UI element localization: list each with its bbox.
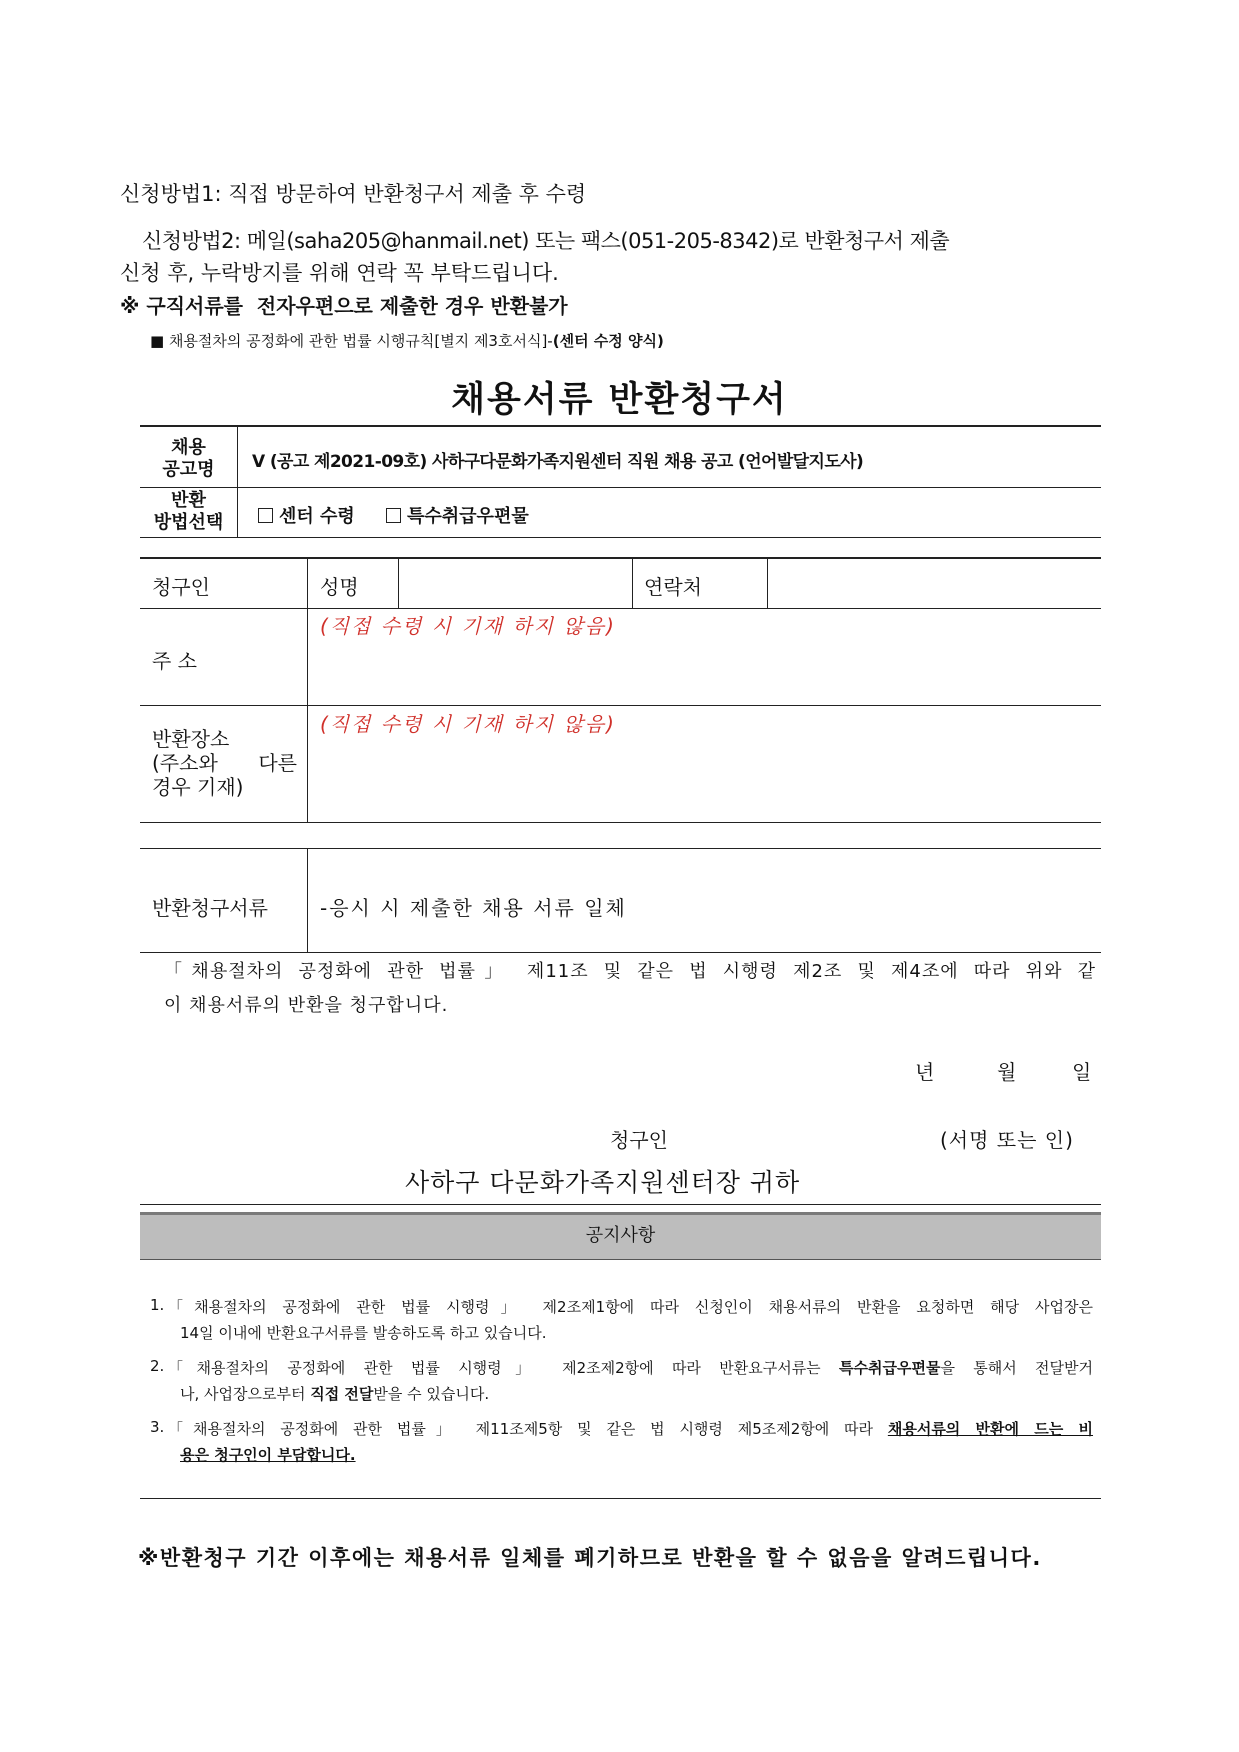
legal-ref-text: ■ 채용절차의 공정화에 관한 법률 시행규칙[별지 제3호서식]- [150,332,553,350]
notice-item3-line2: 용은 청구인이 부담합니다. [180,1446,356,1464]
method2-text: 신청방법2: 메일(saha205@hanmail.net) 또는 팩스(051-205-8342)로 반환청구서 제출 [142,229,950,253]
legal-ref-bold: (센터 수정 양식) [552,332,664,350]
warning-text: ※ 구직서류를 전자우편으로 제출한 경우 반환불가 [120,294,568,318]
contact-field[interactable] [774,562,1094,602]
notice-item2-number: 2. [150,1357,165,1375]
option-registered-mail[interactable]: 특수취급우편물 [386,502,529,528]
address-note: (직접 수령 시 기재 하지 않음) [320,614,616,638]
date-year: 년 [915,1060,935,1084]
notice-item2-line1: 「채용절차의 공정화에 관한 법률 시행령」 제2조제2항에 따라 반환요구서류는 특수취급우편물을 통해서 전달받거 [168,1359,1093,1377]
contact-label: 연락처 [644,575,702,599]
notice-item1-line1: 「채용절차의 공정화에 관한 법률 시행령」 제2조제1항에 따라 신청인이 채용서류의 반환을 요청하면 해당 사업장은 [168,1298,1093,1316]
return-place-note: (직접 수령 시 기재 하지 않음) [320,712,616,736]
return-place-label: 반환장소 (주소와 다른 경우 기재) [152,727,297,799]
notice-title: 공지사항 [585,1225,656,1246]
method-note: 신청 후, 누락방지를 위해 연락 꼭 부탁드립니다. [120,261,559,285]
date-day: 일 [1072,1060,1092,1084]
return-method-label: 반환 방법선택 [153,490,224,533]
notice-name-label: 채용 공고명 [162,437,215,480]
checkbox-icon[interactable] [386,508,401,523]
notice-header [140,1212,1101,1260]
address-field[interactable] [314,638,1094,700]
declaration-line2: 이 채용서류의 반환을 청구합니다. [164,995,449,1016]
notice-item3-number: 3. [150,1418,165,1436]
name-field[interactable] [404,562,626,602]
option-center-pickup[interactable]: 센터 수령 [258,502,355,528]
signature-label: 청구인 [610,1128,668,1152]
method1-text: 신청방법1: 직접 방문하여 반환청구서 제출 후 수령 [120,182,587,206]
checkbox-icon[interactable] [258,508,273,523]
declaration-line1: 「채용절차의 공정화에 관한 법률」 제11조 및 같은 법 시행령 제2조 및 제4조에 따라 위와 같 [164,961,1096,982]
return-place-field[interactable] [314,736,1094,818]
docs-label: 반환청구서류 [152,896,268,920]
claimant-label: 청구인 [152,575,210,599]
date-month: 월 [997,1060,1017,1084]
notice-item1-number: 1. [150,1296,165,1314]
form-title: 채용서류 반환청구서 [451,380,788,420]
final-notice: ※반환청구 기간 이후에는 채용서류 일체를 폐기하므로 반환을 할 수 없음을 알려드립니다. [138,1546,1042,1570]
docs-value: -응시 시 제출한 채용 서류 일체 [320,896,627,920]
addressee: 사하구 다문화가족지원센터장 귀하 [405,1168,801,1197]
name-label: 성명 [320,575,359,599]
notice-name-value: V (공고 제2021-09호) 사하구다문화가족지원센터 직원 채용 공고 (언어발달지도사) [252,452,864,472]
address-label: 주 소 [152,649,197,673]
notice-item1-line2: 14일 이내에 반환요구서류를 발송하도록 하고 있습니다. [180,1324,547,1342]
notice-item2-line2: 나, 사업장으로부터 직접 전달받을 수 있습니다. [180,1385,490,1403]
legal-reference [150,330,664,351]
notice-item3-line1: 「채용절차의 공정화에 관한 법률」 제11조제5항 및 같은 법 시행령 제5조제2항에 따라 채용서류의 반환에 드는 비 [168,1420,1094,1438]
signature-note: (서명 또는 인) [940,1128,1074,1152]
